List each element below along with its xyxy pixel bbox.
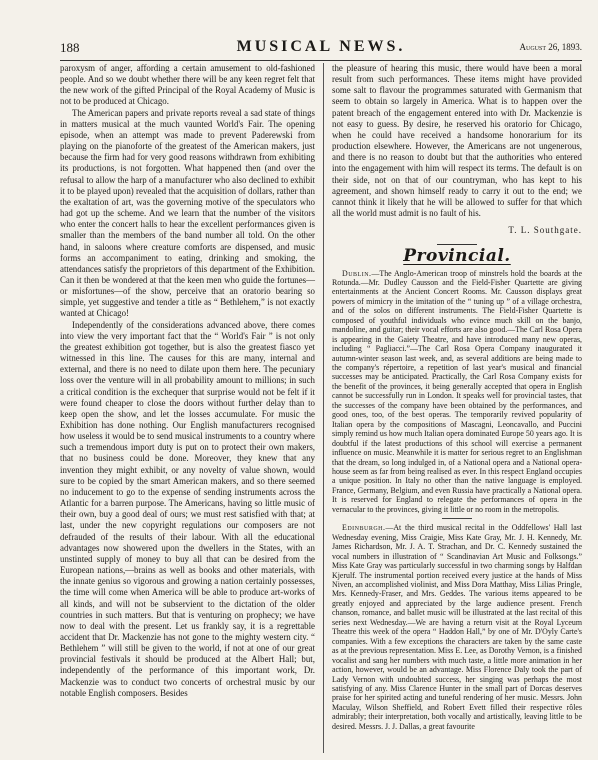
section-separator [437,244,477,245]
page-number: 188 [60,40,80,55]
edinburgh-report [332,523,582,731]
city-dublin: Dublin. [342,268,372,278]
header-rule [60,60,582,61]
provincial-news [332,269,582,732]
column-divider [323,63,324,753]
article-paragraph: the pleasure of hearing this music, there would have been a moral result from such performances. These items might have provided some salt to flavour the programmes saturated with Germanism that seem to obtain so largely in America. What is to happen over the patent breach of the engagement entered into with Dr. Mackenzie is not easy to guess. By desire, he reserved his oratorio for Chicago, when he could have received a handsome honorarium for its production elsewhere. However, the Americans are not ungenerous, and there is no reason to doubt but that the authorities who entered into the engagement with him will respect its terms. The default is on their side, not on that of our countryman, who has kept to his agreement, and shown himself ready to carry it out to the end; we cannot think it likely that he will be allowed to suffer for that which all the world must admit is no fault of his. [332,63,582,219]
dublin-report [332,269,582,515]
section-heading: Provincial. [403,246,511,267]
report-separator [442,518,472,519]
right-column [332,63,582,731]
article-paragraph: The American papers and private reports reveal a sad state of things in matters musical at the much vaunted World's Fair. The opening episode, when an attempt was made to prevent Paderewski from playing on the pianoforte of the greatest of the American makers, just because the firm had for very good reasons withdrawn from exhibiting its productions, is not forgotten. What happened then (and over the refusal to allow the harp of a manufacturer who also declined to exhibit it to be played upon) revealed that the acquisition of dollars, rather than the exaltation of art, was the governing motive of the speculators who had got up the scheme. And we learn that the number of the visitors who enter the concert halls to hear the excellent performances given is smaller than the members of the band number all told. On the other hand, in saloons where creature comforts are dispensed, and music forms an accompaniment to eating, drinking and smoking, the attendances satisfy the proprietors of this department of the Exhibition. Can it then be wondered at that the keen men who guide the fortunes—or misfortunes—of the show, perceive that an oratorio bearing so simple, yet suggestive and tender a title as “ Bethlehem,” is not exactly wanted at Chicago! [60,107,315,319]
article-paragraph: Independently of the considerations advanced above, there comes into view the very important fact that the “ World's Fair ” is not only the greatest exhibition got together, but is also the greatest fiasco yet witnessed in this line. The causes for this are many, internal and external, and there is no need to dilate upon them here. The pecuniary loss over the venture will in all probability amount to millions; in such a critical condition is the exchequer that surprise would not be felt if it were found cheaper to close the doors without further delay than to keep open the show, and let the losses accumulate. For music the Exhibition has done nothing. Our English manufacturers recognised how useless it would be to send musical instruments to a country where such a tremendous import duty is put on to protect their own makers, that no business could be done. Moreover, they knew that any invention they might exhibit, or any novelty of value shown, would sure to be copied by the smart American makers, and so there seemed no inducement to go to the expense of sending instruments across the Atlantic for a barren purpose. The Americans, having so little music of their own, buy a good deal of ours; we must rest satisfied with that; at last, under the new copyright regulations our composers are not defrauded of the results of their labour. With all the educational advantages now showered upon the dwellers in the States, with an unstinted supply of money to buy all that can be desired from the European nations,—brains as well as books and other materials, with the innate genius so vigorous and growing a nation certainly possesses, the time will come when America will be able to produce art-works of all kinds, and will not be subservient to the dictation of the older countries in such matters. But that is venturing on prophecy; we have now to deal with the present. Let us frankly say, it is a regrettable accident that Dr. Mackenzie has not gone to the mighty western city. “ Bethlehem ” will still be given to the world, if not at one of our great provincial festivals it should be produced at the Albert Hall; but, independently of the performance of this important work, Dr. Mackenzie was to conduct two concerts of orchestral music by our notable English composers. Besides [60,319,315,698]
page-header [60,38,582,58]
left-column [60,63,315,699]
author-signature: T. L. Southgate. [508,225,582,236]
article-paragraph: paroxysm of anger, affording a certain amusement to old-fashioned people. And so we doubt whether there will be any keen regret felt that the new work of the gifted Principal of the Royal Academy of Music is not to be produced at Chicago. [60,63,315,107]
dublin-text: —The Anglo-American troop of minstrels hold the boards at the Rotunda.—Mr. Dudley Causson and the Field-Fisher Quartette are giving entertainments at the Ancient Concert Rooms. Mr. Causson displays great powers of mimicry in the imitation of the “ tuning up ” of a village orchestra, and of the solos on different instruments. The Field-Fisher Quartette is composed of youthful individuals who evince much skill on the banjo, mandoline, and guitar; their vocal efforts are also good.—The Carl Rosa Opera is appearing in the Gaiety Theatre, and have introduced many new operas, including “ Pagliacci.”—The Carl Rosa Opera Company inaugurated it autumn-winter season last week, and, as several additions are being made to the company's répertoire, a repetition of last year's musical and financial successes may be anticipated. Practically, the Carl Rosa Company exists for the benefit of the provinces, it being generally accepted that opera in English cannot be successfully run in London. It speaks well for provincial tastes, that the successes of the company have been obtained by the performances, and good ones, too, of the best operas. The temporarily revived popularity of Italian opera by the compositions of Mascagni, Leoncavallo, and Puccini simply remind us how much Italian opera dominated Europe 50 years ago. It is doubtful if the latest productions of this school will exercise a permanent influence on music. Meanwhile it is matter for serious regret to an Englishman that the dream, so long indulged in, of a National opera and a National opera-house seem as far from being realised as ever. In this respect England occupies a unique position. In Italy no other than the native language is employed. France, Germany, Belgium, and even Russia have practically a National opera. It is reserved for England to relegate the performances of opera in the vernacular to the provinces, giving it little or no room in the metropolis. [332,268,582,514]
edinburgh-text: —At the third musical recital in the Oddfellows' Hall last Wednesday evening, Miss Craigie, Miss Kate Gray, Mr. J. H. Kennedy, Mr. James Richardson, Mr. J. A. T. Strachan, and Dr. C. Kennedy sustained the vocal numbers in illustration of “ Scandinavian Art Music and Folksongs.” Miss Kate Gray was particularly successful in two charming songs by Halfdan Kjerulf. The instrumental portion received every justice at the hands of Miss Niven, an accomplished violinist, and Miss Dora Matthay, Miss Lilias Pringle, Mrs. Kennedy-Fraser, and Mrs. Geddes. The various items appeared to be greatly enjoyed and appreciated by the large audience present. French chanson, romance, and ballet music will be illustrated at the last recital of this series next Wednesday.—We are having a return visit at the Royal Lyceum Theatre this week of the opera “ Haddon Hall,” by one of Mr. D'Oyly Carte's companies. With a few exceptions the characters are taken by the same caste as at the previous representation. Miss E. Lee, as Dorothy Vernon, is a finished vocalist and sang her numbers with much taste, a little more animation in her action, however, would be an advantage. Miss Florence Daly took the part of Lady Vernon with undoubted success, her singing was perhaps the most satisfying of any. Miss Clarence Hunter in the small part of Dorcas deserves praise for her spirited acting and tuneful rendering of her music. Messrs. John Maculay, Wilson Sheffield, and Robert Evett filled their respective rôles admirably; their interpretation, both vocally and artistically, leaving little to be desired. Messrs. J. J. Dallas, a great favourite [332,523,582,731]
masthead-title: MUSICAL NEWS. [236,38,406,55]
issue-date: August 26, 1893. [519,42,582,52]
city-edinburgh: Edinburgh. [342,523,386,533]
